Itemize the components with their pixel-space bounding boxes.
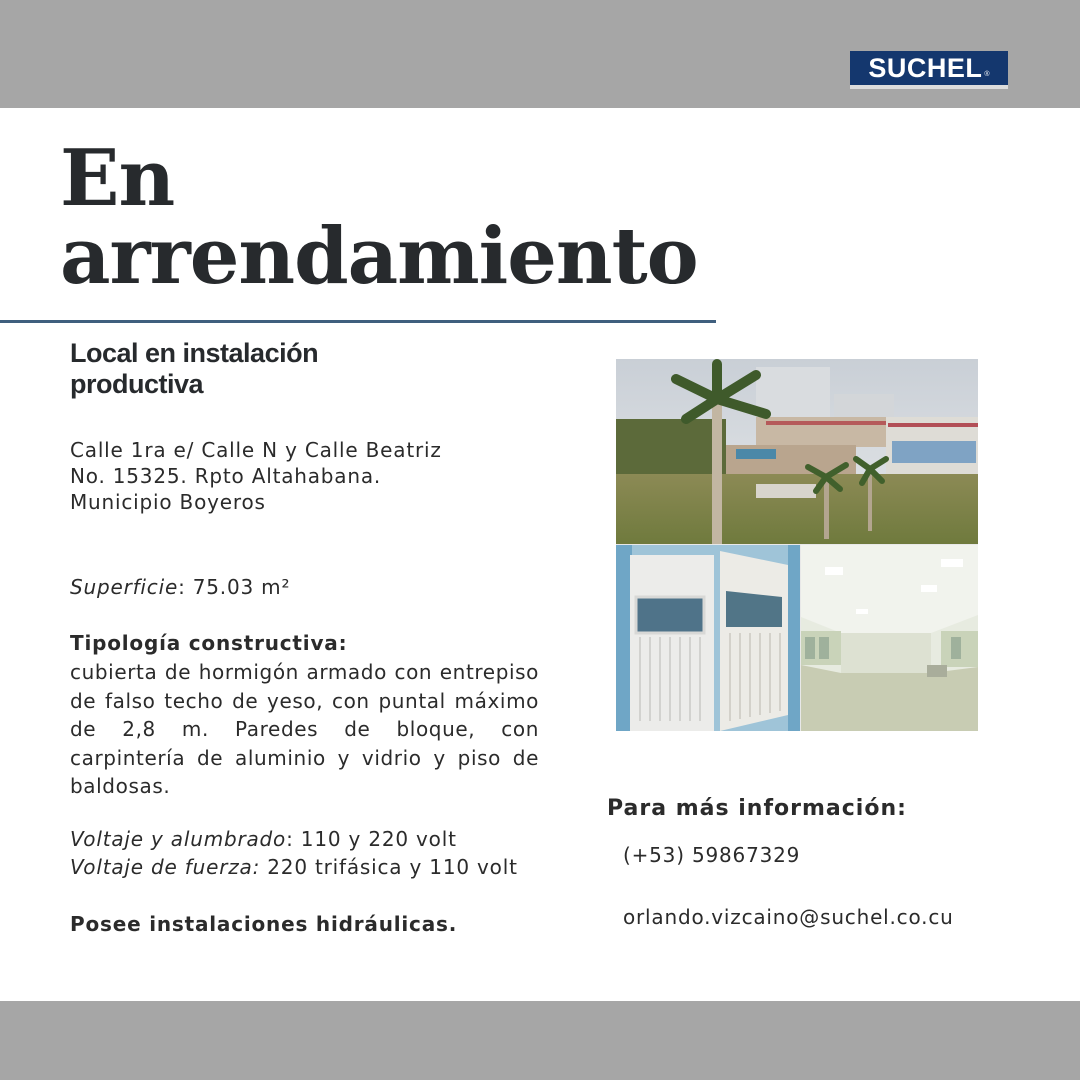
construction-description: cubierta de hormigón armado con entrepiso de falso techo de yeso, con puntal máximo de 2,8 m. Paredes de bloque, con carpintería de aluminio y vidrio y piso de baldosas. — [70, 660, 539, 798]
logo-text: SUCHEL — [868, 52, 983, 83]
bottom-band — [0, 1001, 1080, 1080]
interior-room-photo — [801, 545, 978, 731]
title-line-1: En — [60, 133, 175, 224]
listing-title — [70, 338, 390, 400]
area-value: : 75.03 m² — [178, 575, 291, 599]
contact-phone[interactable]: (+53) 59867329 — [623, 843, 801, 867]
title-divider — [0, 320, 716, 323]
power-value: 220 trifásica y 110 volt — [260, 855, 518, 879]
area — [70, 574, 290, 600]
contact-email[interactable]: orlando.vizcaino@suchel.co.cu — [623, 905, 954, 929]
page-title — [60, 133, 760, 302]
address — [70, 437, 550, 515]
listing-title-line-1: Local en instalación — [70, 338, 319, 368]
contact-title: Para más información: — [607, 796, 907, 821]
area-label: Superficie — [70, 575, 179, 599]
registered-mark: ® — [984, 70, 990, 78]
hydraulics-note: Posee instalaciones hidráulicas. — [70, 912, 458, 936]
address-line-1: Calle 1ra e/ Calle N y Calle Beatriz — [70, 438, 442, 462]
lighting-voltage — [70, 826, 457, 852]
power-label: Voltaje de fuerza: — [70, 855, 261, 879]
photo-collage — [616, 359, 978, 731]
title-line-2: arrendamiento — [60, 211, 698, 302]
address-line-2: No. 15325. Rpto Altahabana. — [70, 464, 382, 488]
lighting-label: Voltaje y alumbrado — [70, 827, 287, 851]
suchel-logo — [850, 51, 1008, 89]
construction-title: Tipología constructiva: — [70, 631, 348, 655]
building-exterior-photo — [616, 359, 978, 544]
address-line-3: Municipio Boyeros — [70, 490, 266, 514]
lighting-value: : 110 y 220 volt — [286, 827, 457, 851]
power-voltage — [70, 854, 518, 880]
entrance-doors-photo — [616, 545, 800, 731]
listing-title-line-2: productiva — [70, 369, 204, 399]
